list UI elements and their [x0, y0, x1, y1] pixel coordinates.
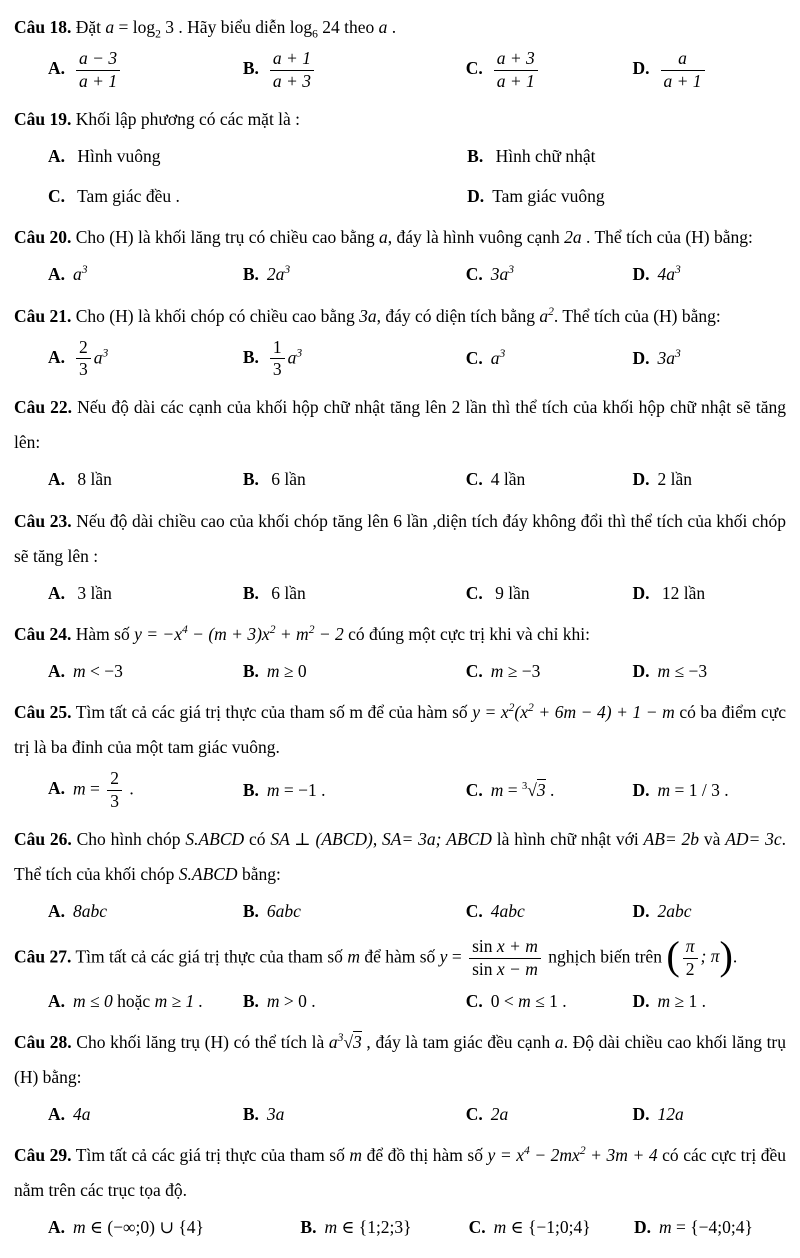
option-letter: B.	[242, 469, 259, 490]
options-row	[14, 258, 786, 291]
question-label: Câu 24.	[14, 623, 72, 644]
question-22	[14, 390, 786, 496]
question-28	[14, 1025, 786, 1131]
option-letter: B.	[467, 145, 484, 166]
fraction	[76, 48, 120, 93]
fraction-denominator: a + 1	[79, 70, 118, 91]
options-row	[14, 767, 786, 814]
option-letter: B.	[242, 660, 259, 681]
option-letter: A.	[48, 264, 66, 285]
option-A: A. 8abc	[48, 900, 108, 921]
option-A: A. 8 lần	[48, 469, 112, 490]
option-B	[243, 47, 466, 94]
option-letter: B.	[242, 264, 259, 285]
question-label: Câu 28.	[14, 1032, 72, 1052]
question-label: Câu 27.	[14, 946, 72, 967]
question-26	[14, 822, 786, 928]
option-A: A. 3 lần	[48, 582, 112, 603]
option-letter: C.	[465, 582, 483, 603]
option-C: C. m ≥ −3	[465, 660, 541, 681]
option-B: B. $2a^3$	[242, 264, 291, 285]
option-C: C. m = $^3$√3 .	[465, 779, 555, 800]
option-letter: D.	[632, 779, 650, 800]
option-B: B. m > 0 .	[242, 990, 316, 1011]
option-D: D. $4a^3$	[632, 264, 681, 285]
option-C: C. $3a^3$	[465, 264, 514, 285]
fraction-denominator: a + 1	[663, 70, 702, 91]
option-letter: C.	[465, 660, 483, 681]
radical-icon: √	[527, 779, 537, 800]
option-letter: D.	[632, 348, 650, 369]
question-28-text: Câu 28. Cho khối lăng trụ (H) có thể tích là $a^3√3$ , đáy là tam giác đều cạnh a. Độ dài chiều cao khối lăng trụ (H) bằng:	[14, 1032, 787, 1087]
option-C: C. 4 lần	[465, 469, 526, 490]
question-27	[14, 935, 786, 1018]
option-C: C. m ∈ {−1;0;4}	[468, 1217, 591, 1238]
fraction-denominator: a + 1	[496, 70, 535, 91]
option-letter: C.	[465, 469, 483, 490]
option-C: C. 2a	[465, 1104, 509, 1124]
options-row	[14, 180, 786, 213]
fraction-numerator: 1	[270, 337, 285, 360]
square-root: √3	[343, 1032, 362, 1052]
option-A: A. m < −3	[48, 660, 123, 681]
option-letter: C.	[465, 990, 483, 1011]
option-letter: A.	[48, 660, 66, 681]
left-paren: (	[666, 933, 680, 979]
option-letter: C.	[465, 264, 483, 285]
option-D: D. m = 1 / 3 .	[632, 779, 729, 800]
option-letter: D.	[633, 1217, 651, 1238]
option-letter: A.	[48, 778, 66, 799]
fraction-numerator: sin x + m	[469, 936, 541, 959]
options-row	[14, 47, 786, 94]
question-label: Câu 25.	[14, 702, 72, 722]
right-paren: )	[719, 933, 733, 979]
formula: $y = x^2(x^2 + 6m - 4) + 1 - m$	[472, 702, 675, 722]
option-letter: A.	[48, 582, 66, 603]
question-label: Câu 19.	[14, 108, 72, 129]
fraction-denominator: 3	[110, 790, 120, 811]
interval: ( $\frac{\pi}{2}$ ; π)	[666, 933, 733, 979]
question-21-text: Câu 21. Cho (H) là khối chóp có chiều cao bằng 3a, đáy có diện tích bằng $a^2$. Thể tích của (H) bằng:	[14, 305, 721, 326]
question-18	[14, 10, 786, 94]
question-23	[14, 504, 786, 610]
option-A: A. Hình vuông	[48, 145, 161, 166]
option-D: D. 12a	[632, 1104, 684, 1124]
option-B: B. m ≥ 0	[242, 660, 307, 681]
option-B: B. 6 lần	[242, 469, 306, 490]
fraction	[76, 337, 91, 382]
question-label: Câu 26.	[14, 828, 72, 849]
option-D: D. $3a^3$	[632, 348, 681, 369]
option-B: B. $\frac{1}{3}$ $a^3$	[242, 336, 303, 380]
fraction	[270, 48, 314, 93]
option-C: C. 9 lần	[465, 582, 530, 603]
question-20-text: Câu 20. Cho (H) là khối lăng trụ có chiều cao bằng a, đáy là hình vuông cạnh 2a . Thể tích của (H) bằng:	[14, 227, 753, 248]
option-letter: D.	[632, 990, 650, 1011]
question-29-text: Câu 29. Tìm tất cả các giá trị thực của tham số m để đồ thị hàm số $y = x^4 - 2mx^2 + 3m + 4$ có các cực trị đều nằm trên các trục tọa độ.	[14, 1145, 787, 1201]
question-label: Câu 21.	[14, 305, 72, 326]
option-A: A. m ≤ 0 hoặc m ≥ 1 .	[48, 990, 204, 1011]
option-letter: B.	[242, 900, 259, 921]
options-row	[14, 1098, 786, 1131]
options-row	[14, 463, 786, 496]
option-C: C. 0 < m ≤ 1 .	[465, 990, 567, 1011]
option-C: C. $a^3$	[465, 348, 506, 369]
question-19	[14, 102, 786, 214]
option-letter: C.	[468, 1217, 486, 1238]
option-A	[48, 47, 243, 94]
question-22-text: Câu 22. Nếu độ dài các cạnh của khối hộp chữ nhật tăng lên 2 lần thì thể tích của khối hộp chữ nhật sẽ tăng lên:	[14, 397, 787, 453]
option-letter: D.	[632, 582, 650, 603]
question-23-text: Câu 23. Nếu độ dài chiều cao của khối chóp tăng lên 6 lần ,diện tích đáy không đổi thì thể tích của khối chóp sẽ tăng lên :	[14, 510, 787, 566]
option-letter: A.	[48, 145, 66, 166]
fraction-numerator: a − 3	[76, 48, 120, 71]
fraction-numerator: π	[683, 936, 698, 959]
fraction	[661, 48, 705, 93]
formula: $y = -x^4 - (m + 3)x^2 + m^2 - 2$	[134, 623, 344, 644]
question-27-text: Câu 27. Tìm tất cả các giá trị thực của tham số m để hàm số y = $\frac{\text{sin x + m}}{\text{sin x − m}}$ nghịch biến trên ( $\frac{\pi}{2}$ ; π).	[14, 933, 738, 979]
option-A: A. m = $\frac{2}{3}$ .	[48, 768, 134, 811]
options-row	[14, 577, 786, 610]
fraction-numerator: 2	[107, 768, 122, 791]
fraction-numerator: a + 3	[494, 48, 538, 71]
option-letter: A.	[48, 469, 66, 490]
option-A: A. 4a	[48, 1104, 91, 1124]
option-letter: C.	[48, 186, 66, 206]
option-B: B. m ∈ {1;2;3}	[300, 1217, 412, 1238]
option-A: A. $a^3$	[48, 264, 88, 285]
option-letter: D.	[632, 469, 650, 490]
option-letter: B.	[242, 582, 259, 603]
fraction	[107, 768, 122, 813]
option-D: D. m ≥ 1 .	[632, 990, 706, 1011]
option-A: A. $\frac{2}{3}$ $a^3$	[48, 336, 109, 380]
question-24-text: Câu 24. Hàm số $y = -x^4 - (m + 3)x^2 + m^2 - 2$ có đúng một cực trị khi và chỉ khi:	[14, 623, 590, 644]
option-letter: A.	[48, 1104, 66, 1124]
option-D: D. m = {−4;0;4}	[633, 1217, 753, 1238]
option-C: C. Tam giác đều .	[48, 186, 180, 206]
option-letter: B.	[242, 346, 259, 367]
fraction-denominator: a + 3	[272, 70, 311, 91]
option-letter: B.	[242, 990, 259, 1011]
option-letter: D.	[632, 660, 650, 681]
option-D	[632, 47, 786, 94]
question-24	[14, 617, 786, 688]
option-letter: D.	[632, 264, 650, 285]
fraction-denominator: 3	[272, 359, 282, 380]
question-label: Câu 23.	[14, 510, 72, 531]
option-B: B. 6 lần	[242, 582, 306, 603]
question-20	[14, 220, 786, 291]
question-25	[14, 695, 786, 814]
option-D: D. Tam giác vuông	[467, 186, 605, 206]
question-21	[14, 299, 786, 383]
options-row	[14, 895, 786, 928]
fraction-denominator: sin x − m	[472, 958, 538, 979]
fraction-numerator: 2	[76, 337, 91, 360]
option-letter: C.	[465, 779, 483, 800]
option-letter: D.	[632, 900, 650, 921]
fraction	[270, 337, 285, 382]
option-D: D. 2 lần	[632, 469, 693, 490]
option-C: C. 4abc	[465, 900, 525, 921]
options-row	[14, 336, 786, 383]
option-B: B. Hình chữ nhật	[467, 145, 596, 166]
fraction	[469, 936, 541, 981]
option-letter: D.	[467, 186, 485, 206]
option-B: B. m = −1 .	[242, 779, 326, 800]
question-29	[14, 1138, 786, 1244]
option-letter: A.	[48, 900, 66, 921]
option-letter: C.	[465, 58, 483, 79]
options-row	[14, 1211, 786, 1244]
option-B: B. 3a	[242, 1104, 285, 1124]
fraction	[494, 48, 538, 93]
option-D: D. 2abc	[632, 900, 692, 921]
fraction-numerator: a	[661, 48, 705, 71]
option-letter: B.	[300, 1217, 317, 1238]
option-letter: B.	[242, 58, 259, 79]
question-label: Câu 20.	[14, 227, 72, 248]
option-letter: A.	[48, 990, 66, 1011]
option-letter: D.	[632, 58, 650, 79]
fraction-denominator: 2	[685, 958, 695, 979]
fraction	[683, 936, 698, 981]
option-D: D. m ≤ −3	[632, 660, 708, 681]
option-letter: C.	[465, 900, 483, 921]
question-25-text: Câu 25. Tìm tất cả các giá trị thực của tham số m để của hàm số $y = x^2(x^2 + 6m - 4) + 1 - m$ có ba điểm cực trị là ba đỉnh của một tam giác vuông.	[14, 702, 787, 757]
option-D: D. 12 lần	[632, 582, 706, 603]
cube-root: $^3$√3	[521, 779, 546, 800]
question-26-text: Câu 26. Cho hình chóp S.ABCD có SA ⊥ (ABCD), SA= 3a; ABCD là hình chữ nhật với AB= 2b và AD= 3c. Thể tích của khối chóp S.ABCD bằng:	[14, 828, 787, 884]
option-letter: C.	[465, 1104, 483, 1124]
options-row	[14, 985, 786, 1018]
options-row	[14, 655, 786, 688]
option-A: A. m ∈ (−∞;0) ∪ {4}	[48, 1217, 204, 1238]
radical-icon: √	[343, 1032, 354, 1052]
formula: $y = x^4 - 2mx^2 + 3m + 4$	[487, 1145, 658, 1166]
fraction-numerator: a + 1	[270, 48, 314, 71]
question-19-text: Câu 19. Khối lập phương có các mặt là :	[14, 108, 301, 129]
options-row	[14, 140, 786, 173]
option-B: B. 6abc	[242, 900, 301, 921]
option-letter: D.	[632, 1104, 650, 1124]
option-letter: A.	[48, 1217, 66, 1238]
option-letter: A.	[48, 346, 66, 367]
question-label: Câu 18.	[14, 17, 72, 37]
question-label: Câu 22.	[14, 397, 73, 418]
option-letter: B.	[242, 1104, 259, 1124]
fraction-denominator: 3	[79, 359, 88, 380]
question-18-text: Câu 18. Đặt $a = \log_2 3$ . Hãy biểu diễn $\log_6 24$ theo a .	[14, 17, 397, 41]
question-label: Câu 29.	[14, 1145, 72, 1166]
option-letter: A.	[48, 58, 66, 79]
option-C	[466, 47, 633, 94]
option-letter: B.	[242, 779, 259, 800]
option-letter: C.	[465, 348, 483, 369]
